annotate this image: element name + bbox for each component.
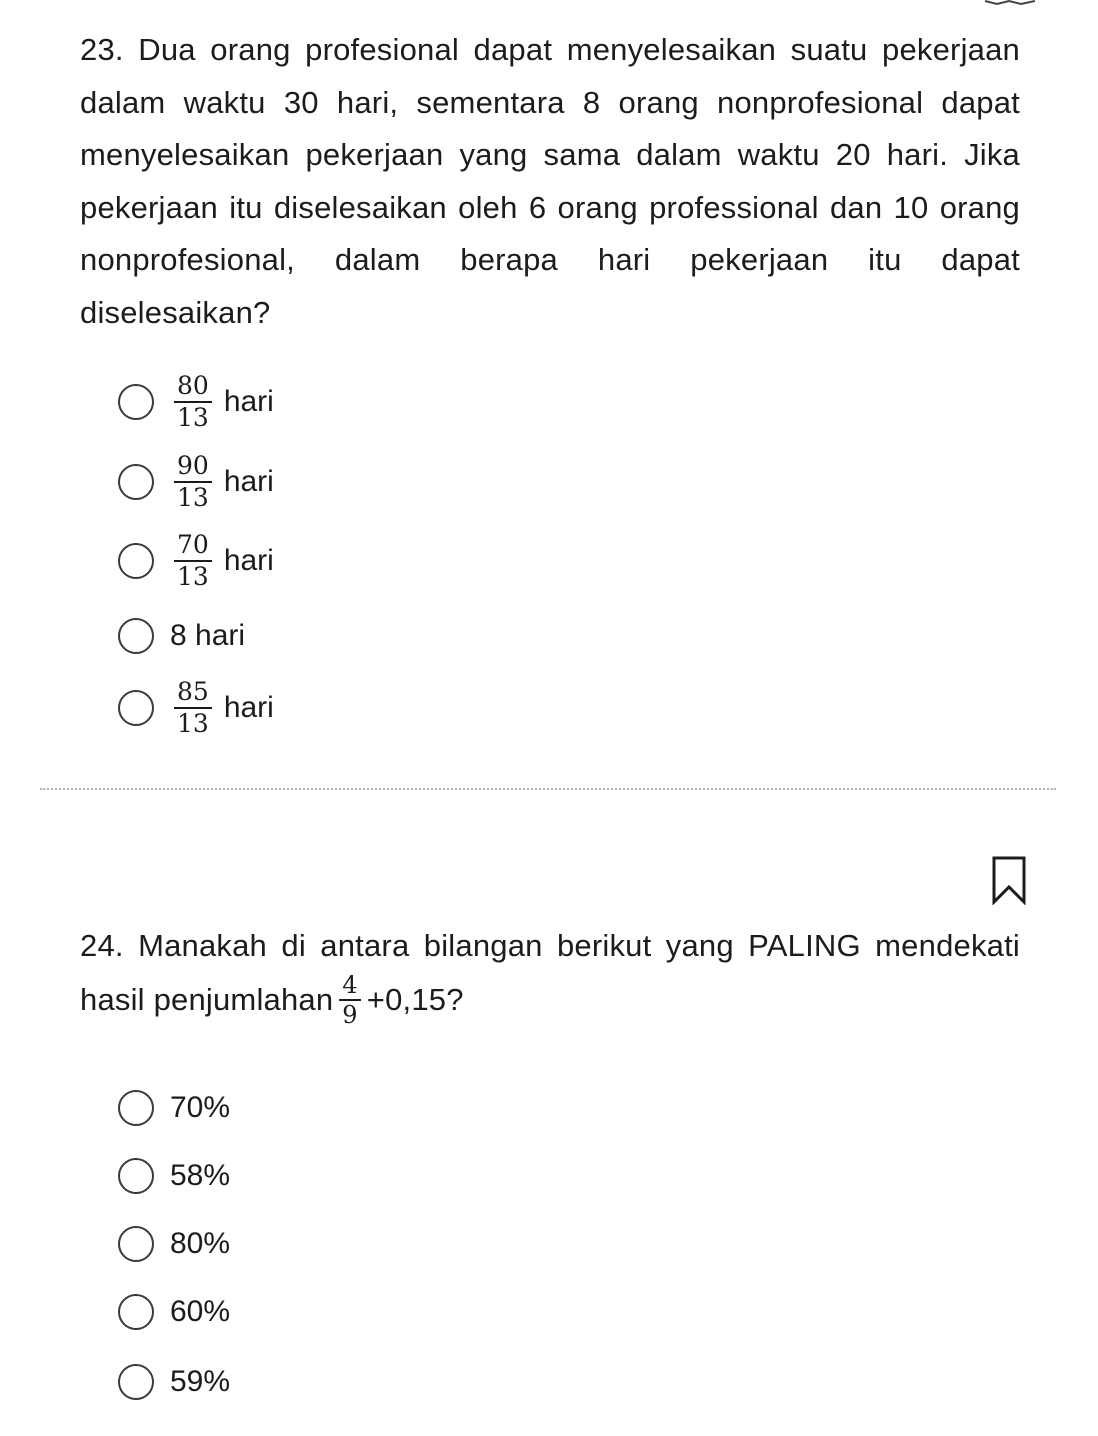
question-24-text-before: 24. Manakah di antara bilangan berikut yang PALING mendekati hasil penjumlahan (80, 928, 1020, 1017)
radio-button-icon[interactable] (118, 1090, 154, 1126)
fraction-denominator: 13 (177, 403, 209, 432)
radio-button-icon[interactable] (118, 384, 154, 420)
fraction-numerator: 80 (174, 371, 212, 403)
option-label: 59% (170, 1365, 231, 1398)
q23-option-e[interactable] (118, 677, 274, 738)
radio-button-icon[interactable] (118, 1364, 154, 1400)
question-divider (40, 788, 1056, 790)
q23-option-c[interactable] (118, 530, 274, 591)
q24-option-b[interactable] (118, 1156, 230, 1196)
question-24-fraction (339, 971, 360, 1029)
bookmark-icon[interactable] (989, 855, 1029, 905)
q23-option-b[interactable] (118, 451, 274, 512)
fraction-denominator: 13 (177, 709, 209, 738)
radio-button-icon[interactable] (118, 618, 154, 654)
radio-button-icon[interactable] (118, 1226, 154, 1262)
q24-option-c[interactable] (118, 1224, 230, 1264)
fraction-numerator: 90 (174, 451, 212, 483)
question-23-text: 23. Dua orang profesional dapat menyelesaikan suatu pekerjaan dalam waktu 30 hari, sementara 8 orang nonprofesional dapat menyelesaikan pekerjaan yang sama dalam waktu 20 hari. Jika pekerjaan itu diselesaikan oleh 6 orang professional dan 10 orang nonprofesional, dalam berapa hari pekerjaan itu dapat diselesaikan? (80, 32, 1020, 330)
option-label: 80% (170, 1227, 231, 1260)
option-fraction (174, 677, 212, 739)
radio-button-icon[interactable] (118, 464, 154, 500)
option-label: hari (223, 544, 274, 577)
q24-option-e[interactable] (118, 1362, 230, 1402)
fraction-numerator: 70 (174, 530, 212, 562)
question-24 (80, 920, 1020, 1031)
fraction-denominator: 9 (342, 1000, 358, 1029)
fraction-numerator: 85 (174, 677, 212, 709)
question-24-text-after: +0,15? (366, 981, 464, 1017)
option-label: hari (223, 385, 274, 418)
q24-option-d[interactable] (118, 1292, 230, 1332)
q23-option-d[interactable] (118, 616, 245, 656)
option-label: hari (223, 691, 274, 724)
option-label: 8 hari (170, 619, 246, 652)
option-label: 70% (170, 1091, 231, 1124)
question-23 (80, 24, 1020, 339)
fraction-denominator: 13 (177, 483, 209, 512)
radio-button-icon[interactable] (118, 1294, 154, 1330)
q24-option-a[interactable] (118, 1088, 230, 1128)
radio-button-icon[interactable] (118, 543, 154, 579)
top-edge-mark-icon (985, 0, 1035, 8)
fraction-denominator: 13 (177, 562, 209, 591)
option-fraction (174, 451, 212, 513)
radio-button-icon[interactable] (118, 690, 154, 726)
q23-option-a[interactable] (118, 371, 274, 432)
option-fraction (174, 530, 212, 592)
option-fraction (174, 371, 212, 433)
radio-button-icon[interactable] (118, 1158, 154, 1194)
fraction-numerator: 4 (339, 971, 360, 1001)
option-label: 60% (170, 1295, 231, 1328)
option-label: hari (223, 465, 274, 498)
option-label: 58% (170, 1159, 231, 1192)
question-24-text (80, 920, 1020, 1031)
